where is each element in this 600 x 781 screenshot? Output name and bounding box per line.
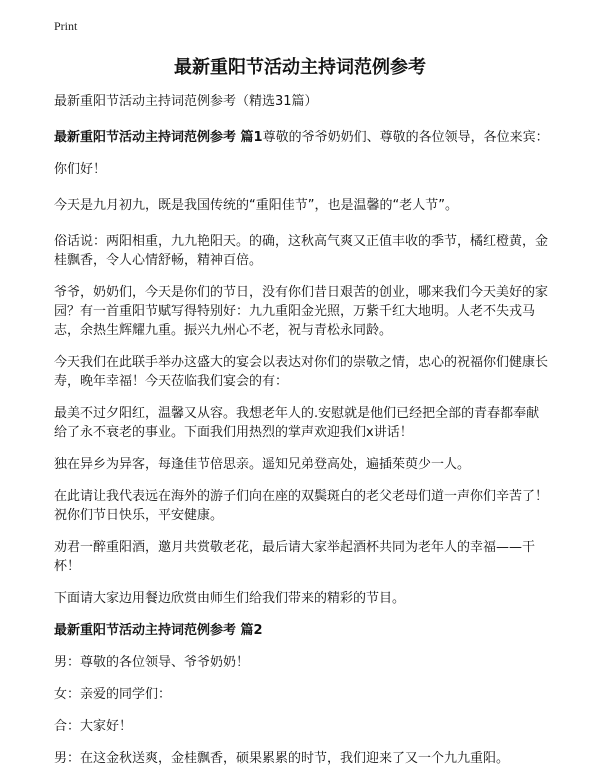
dialogue-line: 女：亲爱的同学们： — [54, 687, 172, 702]
dialogue-line: 男：在这金秋送爽，金桂飘香，硕果累累的时节，我们迎来了又一个九九重阳。 — [54, 751, 510, 766]
paragraph: 下面请大家边用餐边欣赏由师生们给我们带来的精彩的节目。 — [54, 591, 406, 606]
paragraph: 独在异乡为异客，每逢佳节倍思亲。遥知兄弟登高处，遍插茱萸少一人。 — [54, 457, 471, 472]
section-2-heading: 最新重阳节活动主持词范例参考 篇2 — [54, 623, 263, 638]
print-link[interactable]: Print — [54, 19, 78, 33]
paragraph: 在此请让我代表远在海外的游子们向在座的双鬓斑白的老父老母们道一声你们辛苦了！祝你们节日快乐，平安健康。 — [54, 489, 549, 523]
intro-line: 最新重阳节活动主持词范例参考（精选31篇） — [54, 94, 318, 109]
paragraph: 今天是九月初九，既是我国传统的“重阳佳节”，也是温馨的“老人节”。 — [54, 198, 458, 213]
dialogue-line: 男：尊敬的各位领导、爷爷奶奶！ — [54, 655, 250, 670]
paragraph: 你们好！ — [54, 162, 107, 177]
dialogue-line: 合：大家好！ — [54, 719, 133, 734]
paragraph: 俗话说：两阳相重，九九艳阳天。的确，这秋高气爽又正值丰收的季节，橘红橙黄，金桂飘香，令人心情舒畅，精神百倍。 — [54, 234, 549, 268]
section-1-salutation: 尊敬的爷爷奶奶们、尊敬的各位领导，各位来宾： — [262, 130, 549, 145]
section-1-heading: 最新重阳节活动主持词范例参考 篇1 — [54, 130, 263, 145]
paragraph: 最美不过夕阳红，温馨又从容。我想老年人的.安慰就是他们已经把全部的青春都奉献给了永不衰老的事业。下面我们用热烈的掌声欢迎我们x讲话！ — [54, 406, 540, 440]
paragraph: 爷爷，奶奶们，今天是你们的节日，没有你们昔日艰苦的创业，哪来我们今天美好的家园？有一首重阳节赋写得特别好：九九重阳金光照，万紫千红大地明。人老不失戎马志，余热生辉耀九重。振兴九州心不老，祝与青松永同龄。 — [54, 285, 549, 338]
paragraph: 今天我们在此联手举办这盛大的宴会以表达对你们的崇敬之情，忠心的祝福你们健康长寿，晚年幸福！今天莅临我们宴会的有： — [54, 355, 549, 389]
document-body — [54, 92, 550, 781]
page-title: 最新重阳节活动主持词范例参考 — [174, 57, 426, 78]
section-1-opening — [54, 128, 550, 147]
paragraph: 劝君一醉重阳酒，邀月共赏敬老花，最后请大家举起酒杯共同为老年人的幸福——干杯！ — [54, 540, 536, 574]
